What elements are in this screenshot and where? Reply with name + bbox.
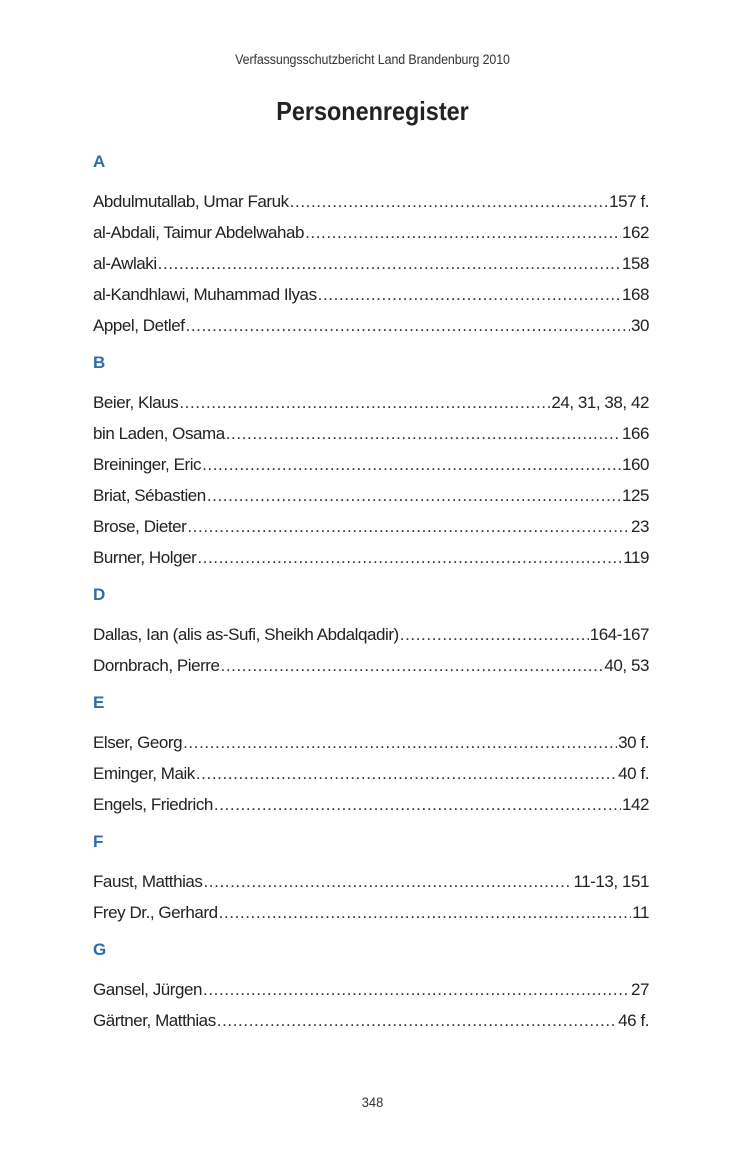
letter-section <box>93 583 649 681</box>
letter-heading: G <box>93 940 107 959</box>
entry-pages: 160 <box>621 455 649 474</box>
register-entry <box>93 511 649 542</box>
entry-pages: 27 <box>630 980 649 999</box>
entry-name: Engels, Friedrich <box>93 795 213 814</box>
entry-name: Eminger, Maik <box>93 764 195 783</box>
register-entry <box>93 866 649 897</box>
letter-section <box>93 938 649 1036</box>
dot-leader <box>214 789 621 820</box>
letter-heading: A <box>93 152 106 171</box>
entry-pages: 30 f. <box>618 733 649 752</box>
register-entry <box>93 727 649 758</box>
entry-pages: 23 <box>630 517 649 536</box>
register-entry <box>93 974 649 1005</box>
entry-pages: 11-13, 151 <box>573 872 649 891</box>
dot-leader <box>203 974 630 1005</box>
entry-name: Gärtner, Matthias <box>93 1011 216 1030</box>
dot-leader <box>186 310 630 341</box>
page-title: Personenregister <box>276 96 469 126</box>
entry-name: Brose, Dieter <box>93 517 187 536</box>
register-entry <box>93 186 649 217</box>
entry-pages: 158 <box>621 254 649 273</box>
entry-list <box>93 186 649 341</box>
person-register <box>93 150 649 1036</box>
dot-leader <box>196 758 617 789</box>
register-entry <box>93 418 649 449</box>
entry-name: Breininger, Eric <box>93 455 202 474</box>
entry-pages: 166 <box>621 424 649 443</box>
letter-heading: D <box>93 585 106 604</box>
entry-name: al-Kandhlawi, Muhammad Ilyas <box>93 285 317 304</box>
register-entry <box>93 1005 649 1036</box>
entry-name: Dallas, Ian (alis as-Sufi, Sheikh Abdalqadir) <box>93 625 399 644</box>
entry-name: Frey Dr., Gerhard <box>93 903 218 922</box>
entry-pages: 24, 31, 38, 42 <box>551 393 649 412</box>
register-entry <box>93 789 649 820</box>
register-entry <box>93 897 649 928</box>
dot-leader <box>187 511 630 542</box>
letter-section <box>93 150 649 341</box>
entry-pages: 40 f. <box>618 764 649 783</box>
dot-leader <box>202 449 621 480</box>
entry-list <box>93 974 649 1036</box>
register-entry <box>93 619 649 650</box>
register-entry <box>93 217 649 248</box>
letter-section <box>93 830 649 928</box>
entry-name: Burner, Holger <box>93 548 197 567</box>
dot-leader <box>221 650 604 681</box>
entry-list <box>93 727 649 820</box>
dot-leader <box>197 542 622 573</box>
dot-leader <box>179 387 550 418</box>
entry-pages: 142 <box>621 795 649 814</box>
entry-name: Dornbrach, Pierre <box>93 656 220 675</box>
dot-leader <box>219 897 632 928</box>
dot-leader <box>158 248 621 279</box>
entry-pages: 46 f. <box>618 1011 649 1030</box>
register-entry <box>93 248 649 279</box>
letter-section <box>93 351 649 573</box>
entry-name: Appel, Detlef <box>93 316 185 335</box>
register-entry <box>93 310 649 341</box>
register-entry <box>93 449 649 480</box>
entry-pages: 30 <box>630 316 649 335</box>
dot-leader <box>305 217 621 248</box>
entry-name: al-Abdali, Taimur Abdelwahab <box>93 223 305 242</box>
register-entry <box>93 279 649 310</box>
dot-leader <box>203 866 572 897</box>
entry-name: Elser, Georg <box>93 733 183 752</box>
entry-pages: 162 <box>621 223 649 242</box>
dot-leader <box>318 279 621 310</box>
dot-leader <box>183 727 617 758</box>
register-entry <box>93 387 649 418</box>
entry-list <box>93 387 649 573</box>
dot-leader <box>290 186 608 217</box>
letter-section <box>93 691 649 820</box>
register-entry <box>93 542 649 573</box>
register-entry <box>93 758 649 789</box>
entry-name: Briat, Sébastien <box>93 486 206 505</box>
letter-heading: E <box>93 693 105 712</box>
register-entry <box>93 480 649 511</box>
page-number: 348 <box>361 1094 384 1110</box>
running-header: Verfassungsschutzbericht Land Brandenburg 2010 <box>235 52 510 67</box>
entry-pages: 119 <box>623 548 649 567</box>
entry-pages: 168 <box>621 285 649 304</box>
entry-list <box>93 619 649 681</box>
dot-leader <box>207 480 621 511</box>
dot-leader <box>400 619 589 650</box>
entry-name: Gansel, Jürgen <box>93 980 202 999</box>
entry-name: al-Awlaki <box>93 254 157 273</box>
entry-name: Abdulmutallab, Umar Faruk <box>93 192 289 211</box>
entry-pages: 125 <box>621 486 649 505</box>
dot-leader <box>217 1005 617 1036</box>
entry-name: bin Laden, Osama <box>93 424 225 443</box>
register-entry <box>93 650 649 681</box>
entry-name: Faust, Matthias <box>93 872 203 891</box>
entry-pages: 157 f. <box>609 192 649 211</box>
letter-heading: F <box>93 832 104 851</box>
letter-heading: B <box>93 353 106 372</box>
entry-pages: 164-167 <box>589 625 649 644</box>
entry-pages: 11 <box>632 903 649 922</box>
entry-list <box>93 866 649 928</box>
entry-pages: 40, 53 <box>604 656 649 675</box>
entry-name: Beier, Klaus <box>93 393 179 412</box>
dot-leader <box>226 418 621 449</box>
